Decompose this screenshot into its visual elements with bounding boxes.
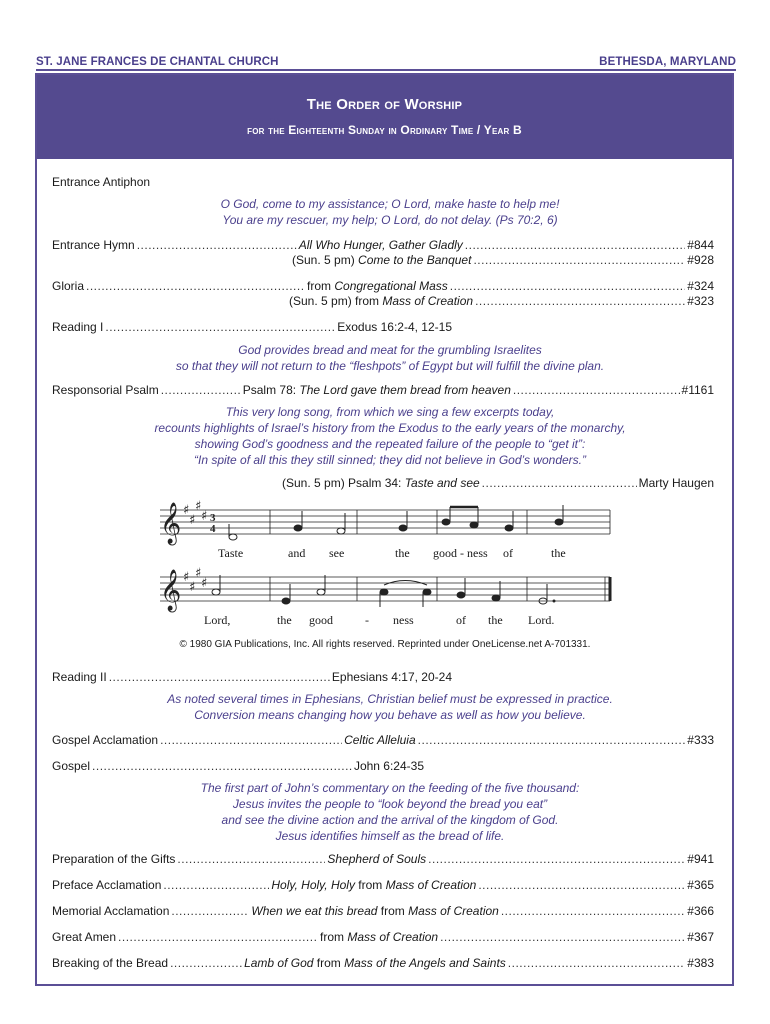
- note-line: Jesus identifies himself as the bread of life.: [275, 829, 505, 843]
- gloria-alt-title: Mass of Creation: [382, 294, 474, 308]
- note-line: and see the divine action and the arrival of the kingdom of God.: [221, 813, 559, 827]
- breaking-number: #383: [687, 956, 714, 970]
- gloria-alt-prefix: (Sun. 5 pm) from: [289, 294, 383, 308]
- header-rule: [36, 69, 736, 71]
- music-notation: [155, 497, 620, 637]
- lyric: of: [456, 613, 466, 627]
- lyric: the: [488, 613, 503, 627]
- entrance-hymn-alt-title: Come to the Banquet: [358, 253, 472, 267]
- note-line: showing God’s goodness and the repeated failure of the people to “get it”:: [194, 437, 586, 451]
- lyric: ness: [393, 613, 414, 627]
- note-line: Jesus invites the people to “look beyond the bread you eat”: [232, 797, 548, 811]
- memorial-row: [52, 904, 714, 918]
- title-banner: [37, 75, 732, 159]
- psalm-alt-row: [282, 476, 714, 490]
- lyric: and: [288, 546, 306, 560]
- preface-title: Holy, Holy, Holy: [271, 878, 355, 892]
- amen-from: from: [320, 930, 348, 944]
- lyric: -: [365, 613, 369, 627]
- breaking-title: Lamb of God: [244, 956, 314, 970]
- lyric: see: [329, 546, 345, 560]
- psalm-row: [52, 383, 714, 397]
- gloria-title: Congregational Mass: [334, 279, 448, 293]
- gospel-acclamation-title: Celtic Alleluia: [344, 733, 416, 747]
- note-line: Conversion means changing how you behave as well as how you believe.: [194, 708, 586, 722]
- lyric: good - ness: [433, 546, 488, 560]
- svg-text:♯: ♯: [201, 576, 208, 591]
- preparation-title: Shepherd of Souls: [327, 852, 427, 866]
- staff-1: [160, 510, 610, 534]
- svg-text:♯: ♯: [183, 570, 190, 585]
- memorial-label: Memorial Acclamation: [52, 904, 170, 918]
- key-signature: [183, 499, 207, 528]
- treble-clef-icon: 𝄞: [160, 503, 182, 544]
- treble-clef-icon: 𝄞: [160, 570, 182, 611]
- lyric: the: [277, 613, 292, 627]
- note-line: As noted several times in Ephesians, Christian belief must be expressed in practice.: [167, 692, 613, 706]
- preface-number: #365: [687, 878, 714, 892]
- note-line: This very long song, from which we sing a few excerpts today,: [225, 405, 555, 419]
- preparation-row: [52, 852, 714, 866]
- entrance-hymn-alt-row: [292, 253, 714, 267]
- antiphon-line: O God, come to my assistance; O Lord, make haste to help me!: [220, 197, 560, 211]
- breaking-label: Breaking of the Bread: [52, 956, 169, 970]
- note-line: so that they will not return to the “fleshpots” of Egypt but will fulfill the divine plan.: [175, 359, 605, 373]
- preparation-label: Preparation of the Gifts: [52, 852, 176, 866]
- entrance-hymn-number: #844: [687, 238, 714, 252]
- reading1-note: [52, 342, 728, 374]
- psalm-alt-composer: Marty Haugen: [638, 476, 714, 490]
- memorial-source: Mass of Creation: [408, 904, 499, 918]
- lyric: Lord,: [204, 613, 231, 627]
- gospel-acclamation-row: [52, 733, 714, 747]
- gloria-row: [52, 279, 714, 293]
- breaking-from: from: [313, 956, 345, 970]
- church-name: ST. JANE FRANCES DE CHANTAL CHURCH: [36, 56, 279, 68]
- lyric: Lord.: [528, 613, 555, 627]
- svg-text:♯: ♯: [189, 513, 196, 528]
- reading1-row: [52, 320, 452, 334]
- note-line: God provides bread and meat for the grumbling Israelites: [238, 343, 542, 357]
- breaking-source: Mass of the Angels and Saints: [344, 956, 506, 970]
- reading2-citation: Ephesians 4:17, 20-24: [331, 670, 452, 684]
- preface-row: [52, 878, 714, 892]
- lyric: the: [395, 546, 410, 560]
- note-line: The first part of John’s commentary on the feeding of the five thousand:: [200, 781, 580, 795]
- gospel-acclamation-number: #333: [687, 733, 714, 747]
- gospel-note: [52, 780, 728, 844]
- entrance-antiphon-row: [52, 175, 714, 189]
- gospel-label: Gospel: [52, 759, 91, 773]
- amen-number: #367: [687, 930, 714, 944]
- memorial-number: #366: [687, 904, 714, 918]
- psalm-alt-prefix: (Sun. 5 pm) Psalm 34:: [282, 476, 405, 490]
- lyric: the: [551, 546, 566, 560]
- notes-line-2: [212, 575, 555, 607]
- amen-source: Mass of Creation: [347, 930, 439, 944]
- gospel-row: [52, 759, 424, 773]
- amen-row: [52, 930, 714, 944]
- svg-text:♯: ♯: [189, 580, 196, 595]
- reading2-note: [52, 691, 728, 723]
- memorial-from: from: [377, 904, 409, 918]
- amen-label: Great Amen: [52, 930, 117, 944]
- reading2-row: [52, 670, 452, 684]
- gospel-acclamation-label: Gospel Acclamation: [52, 733, 159, 747]
- gloria-label: Gloria: [52, 279, 85, 293]
- gloria-number: #324: [687, 279, 714, 293]
- entrance-hymn-alt-prefix: (Sun. 5 pm): [292, 253, 359, 267]
- lyric: Taste: [218, 546, 244, 560]
- entrance-hymn-row: [52, 238, 714, 252]
- note-line: recounts highlights of Israel’s history from the Exodus to the early years of the monarchy,: [154, 421, 626, 435]
- preface-label: Preface Acclamation: [52, 878, 162, 892]
- preparation-number: #941: [687, 852, 714, 866]
- page-header: [36, 56, 736, 70]
- gloria-alt-number: #323: [687, 294, 714, 308]
- time-signature-bottom: 4: [210, 523, 216, 535]
- psalm-number: #1161: [681, 383, 714, 397]
- entrance-antiphon-label: Entrance Antiphon: [52, 175, 151, 189]
- music-staff-svg: [155, 497, 620, 632]
- svg-text:♯: ♯: [195, 499, 202, 514]
- entrance-antiphon-text: [52, 196, 728, 228]
- psalm-label: Responsorial Psalm: [52, 383, 159, 397]
- reading1-label: Reading I: [52, 320, 104, 334]
- lyric: good: [309, 613, 333, 627]
- entrance-hymn-title: All Who Hunger, Gather Gladly: [298, 238, 463, 252]
- church-location: BETHESDA, MARYLAND: [599, 56, 736, 68]
- program-title: The Order of Worship: [306, 96, 463, 113]
- entrance-hymn-alt-number: #928: [687, 253, 714, 267]
- psalm-prefix: Psalm 78:: [242, 383, 300, 397]
- memorial-title: When we eat this bread: [251, 904, 378, 918]
- gloria-alt-row: [289, 294, 714, 308]
- svg-text:♯: ♯: [195, 566, 202, 581]
- program-subtitle: for the Eighteenth Sunday in Ordinary Time / Year B: [247, 123, 522, 137]
- breaking-row: [52, 956, 714, 970]
- preface-source: Mass of Creation: [385, 878, 477, 892]
- gospel-citation: John 6:24-35: [353, 759, 424, 773]
- note-line: “In spite of all this they still sinned; they did not believe in God’s wonders.”: [194, 453, 586, 467]
- lyric: of: [503, 546, 513, 560]
- reading2-label: Reading II: [52, 670, 107, 684]
- reading1-citation: Exodus 16:2-4, 12-15: [337, 320, 452, 334]
- psalm-alt-title: Taste and see: [404, 476, 480, 490]
- music-copyright: © 1980 GIA Publications, Inc. All rights reserved. Reprinted under OneLicense.net A-701331.: [179, 639, 591, 650]
- psalm-title: The Lord gave them bread from heaven: [299, 383, 511, 397]
- svg-text:♯: ♯: [201, 509, 208, 524]
- gloria-from: from: [307, 279, 335, 293]
- antiphon-line: You are my rescuer, my help; O Lord, do not delay. (Ps 70:2, 6): [222, 213, 558, 227]
- entrance-hymn-label: Entrance Hymn: [52, 238, 135, 252]
- key-signature: [183, 566, 207, 595]
- preface-from: from: [354, 878, 386, 892]
- psalm-note: [52, 404, 728, 468]
- time-signature-top: 3: [210, 512, 216, 524]
- svg-text:♯: ♯: [183, 503, 190, 518]
